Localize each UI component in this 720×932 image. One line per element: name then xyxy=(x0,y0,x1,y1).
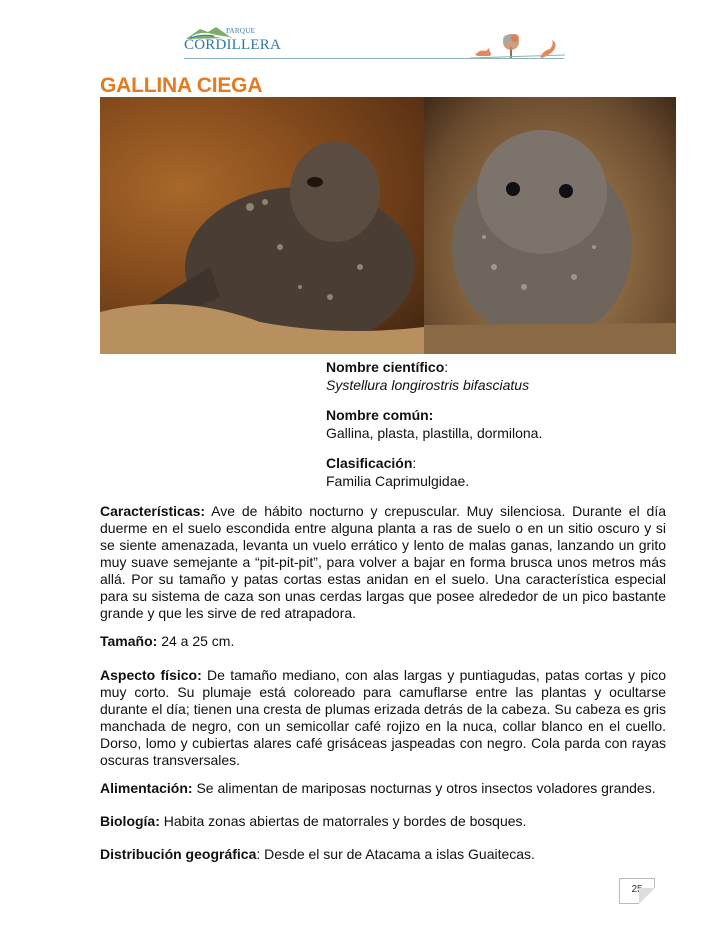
biologia-label: Biología: xyxy=(100,813,160,829)
common-name-value: Gallina, plasta, plastilla, dormilona. xyxy=(326,425,543,441)
section-distribucion: Distribución geográfica: Desde el sur de Atacama a islas Guaitecas. xyxy=(100,846,535,862)
scientific-name-field: Nombre científico: Systellura longirostris bifasciatus xyxy=(326,359,530,393)
page-number: 25 xyxy=(619,878,655,904)
biologia-text: Habita zonas abiertas de matorrales y bordes de bosques. xyxy=(159,813,527,829)
scientific-name-label: Nombre científico xyxy=(326,359,445,375)
tamano-text: 24 a 25 cm. xyxy=(157,633,235,649)
distribucion-text: Desde el sur de Atacama a islas Guaitecas. xyxy=(260,846,535,862)
page-title: GALLINA CIEGA xyxy=(100,74,263,97)
parque-cordillera-logo xyxy=(184,27,281,57)
caracteristicas-text: Ave de hábito nocturno y crepuscular. Muy silenciosa. Durante el día duerme en el suelo escondida entre alguna planta a ras de suelo o en un sitio oscuro y si se siente amenazada, levanta un vuelo errático y lento de malas ganas, lanzando un grito muy suave semejante a “pit-pit-pit”, para volver a bajar en forma brusca unos metros más allá. Por su tamaño y patas cortas estas anidan en el suelo. Una característica especial para su sistema de caza son unas cerdas largas que posee alrededor de un pico bastante grande y que les sirve de red atrapadora. xyxy=(100,503,666,621)
section-alimentacion xyxy=(100,780,666,797)
bird-side-illustration xyxy=(100,97,424,354)
aspecto-label: Aspecto físico: xyxy=(100,667,202,683)
section-caracteristicas xyxy=(100,503,666,622)
caracteristicas-label: Características: xyxy=(100,503,206,519)
tamano-label: Tamaño: xyxy=(100,633,158,649)
bird-front-illustration xyxy=(424,97,676,354)
scientific-name-value: Systellura longirostris bifasciatus xyxy=(326,377,530,393)
alimentacion-text: Se alimentan de mariposas nocturnas y otros insectos voladores grandes. xyxy=(192,780,656,796)
bird-photo-front xyxy=(424,97,676,354)
section-aspecto-fisico xyxy=(100,667,666,769)
logo-text-parque: PARQUE xyxy=(226,27,256,35)
species-info-block xyxy=(326,358,542,502)
page-header xyxy=(0,0,720,70)
fauna-illustration-icon xyxy=(470,30,565,60)
classification-value: Familia Caprimulgidae. xyxy=(326,473,470,489)
photo-strip xyxy=(100,97,676,354)
aspecto-text: De tamaño mediano, con alas largas y puntiagudas, patas cortas y pico muy corto. Su plumaje está coloreado para camuflarse entre las plantas y ocultarse durante el día; tienen una cresta de plumas erizada detrás de la cabeza. Su cabeza es gris manchada de negro, con un semicollar café rojizo en la nuca, collar blanco en el cuello. Dorso, lomo y cubiertas alares café grisáceas jaspeadas con negro. Cola parda con rayas oscuras transversales. xyxy=(100,667,666,768)
classification-label: Clasificación xyxy=(326,455,413,471)
alimentacion-label: Alimentación: xyxy=(100,780,193,796)
logo-text-cordillera: CORDILLERA xyxy=(184,37,281,53)
common-name-field xyxy=(326,406,542,442)
distribucion-label: Distribución geográfica xyxy=(100,846,257,862)
section-tamano xyxy=(100,633,666,650)
bird-photo-side xyxy=(100,97,424,354)
classification-field: Clasificación: Familia Caprimulgidae. xyxy=(326,455,470,489)
section-biologia xyxy=(100,813,666,830)
common-name-label: Nombre común: xyxy=(326,407,434,423)
